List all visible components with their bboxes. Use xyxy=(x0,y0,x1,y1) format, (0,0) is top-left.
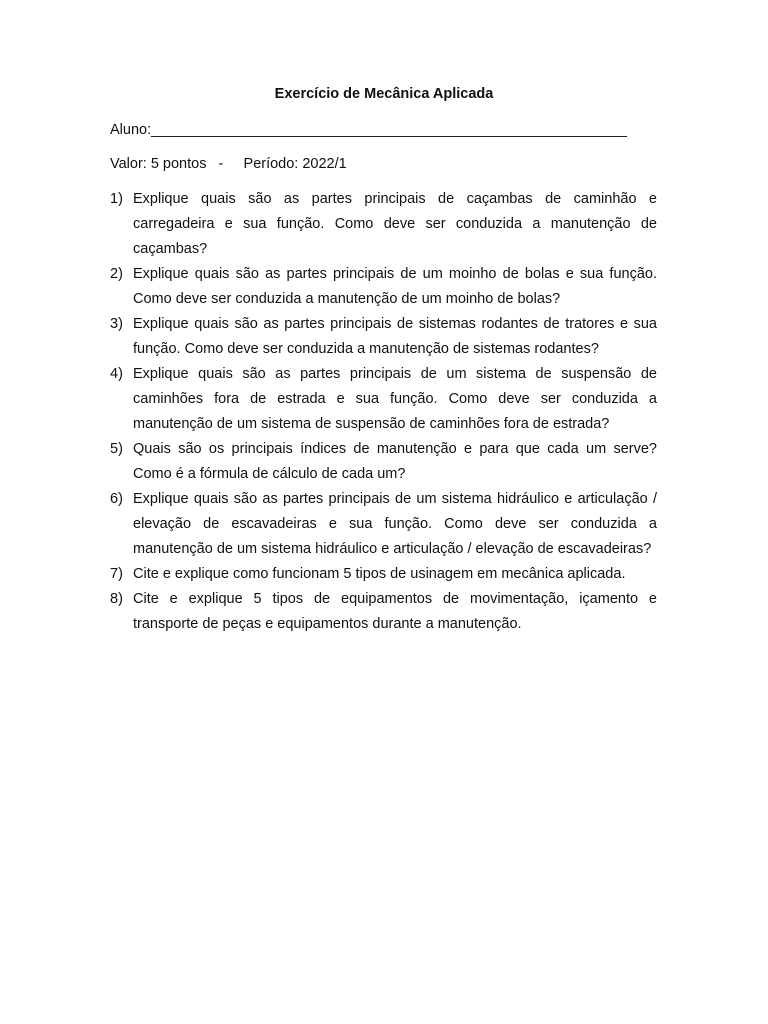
page-title: Exercício de Mecânica Aplicada xyxy=(274,86,494,102)
question-number: 1) xyxy=(110,191,123,207)
question-number: 7) xyxy=(110,566,123,582)
question-item xyxy=(110,362,657,437)
question-item xyxy=(110,437,657,487)
question-number: 5) xyxy=(110,441,123,457)
question-number: 8) xyxy=(110,591,123,607)
question-text: Cite e explique 5 tipos de equipamentos de movimentação, içamento e transporte de peças e equipamentos durante a manutenção. xyxy=(133,591,657,632)
question-text: Cite e explique como funcionam 5 tipos de usinagem em mecânica aplicada. xyxy=(133,566,626,582)
question-item xyxy=(110,262,657,312)
question-text: Explique quais são as partes principais de um moinho de bolas e sua função. Como deve ser conduzida a manutenção de um moinho de bolas? xyxy=(133,266,657,307)
question-text: Explique quais são as partes principais de caçambas de caminhão e carregadeira e sua função. Como deve ser conduzida a manutenção de caçambas? xyxy=(133,191,657,257)
question-number: 6) xyxy=(110,491,123,507)
question-text: Explique quais são as partes principais de um sistema hidráulico e articulação / elevação de escavadeiras e sua função. Como deve ser conduzida a manutenção de um sistema hidráulico e articulação / elevação de escavadeiras? xyxy=(133,491,657,557)
question-number: 4) xyxy=(110,366,123,382)
question-number: 2) xyxy=(110,266,123,282)
question-item xyxy=(110,312,657,362)
question-text: Quais são os principais índices de manutenção e para que cada um serve? Como é a fórmula de cálculo de cada um? xyxy=(133,441,657,482)
question-text: Explique quais são as partes principais de sistemas rodantes de tratores e sua função. Como deve ser conduzida a manutenção de sistemas rodantes? xyxy=(133,316,657,357)
question-number: 3) xyxy=(110,316,123,332)
question-item xyxy=(110,587,657,637)
value-period-line: Valor: 5 pontos - Período: 2022/1 xyxy=(110,156,347,172)
question-text: Explique quais são as partes principais de um sistema de suspensão de caminhões fora de estrada e sua função. Como deve ser conduzida a manutenção de um sistema de suspensão de caminhões fora de estrada? xyxy=(133,366,657,432)
question-item xyxy=(110,487,657,562)
question-item xyxy=(110,187,657,262)
question-item xyxy=(110,562,657,587)
student-name-line: Aluno:___________________________________________________________ xyxy=(110,122,627,138)
question-list xyxy=(110,187,657,637)
